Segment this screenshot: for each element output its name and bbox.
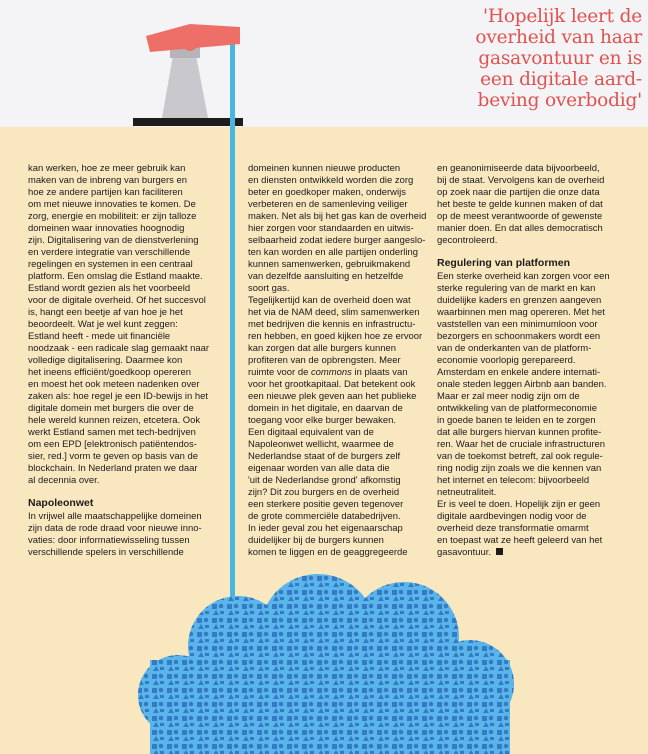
paragraph-text: Er is veel te doen. Hopelijk zijn er geen digitale aardbevingen nodig voor de overheid deze transformatie omarmt en toepast wat ze heeft geleerd van het gasavontuur. (437, 499, 603, 558)
paragraph-text: Tegelijkertijd kan de overheid doen wat het via de NAM deed, slim samenwerken met bedrijven die kennis en infrastructu- ren hebben, en goed kijken hoe ze ervoor kan zorgen dat alle burgers kunnen profiteren van de opbrengsten. Meer ruimte voor de (248, 295, 423, 378)
paragraph: Een sterke overheid kan zorgen voor een sterke regulering van de markt en kan duidelijke kaders en grenzen aangeven waarbinnen men mag opereren. Met het vaststellen van een minimumloon voor bezorgers en schoonmakers wordt een van de onderkanten van de platform- economie voorlopig gerepareerd. Amsterdam en enkele andere internati- onale steden leggen Airbnb aan banden. Maar er zal meer nodig zijn om de ontwikkeling van de platformeconomie in goede banen te leiden en te zorgen dat alle burgers hiervan kunnen profite- ren. Waar het de cruciale infrastructuren van de toekomst betreft, zal ook regule- ring nodig zijn zoals we die kennen van het internet en telecom: bijvoorbeeld netneutraliteit. (437, 271, 610, 498)
pull-quote: 'Hopelijk leert de overheid van haar gasavontuur en is een digitale aard- beving overbodig' (475, 6, 642, 111)
paragraph: In vrijwel alle maatschappelijke domeinen zijn data de rode draad voor nieuwe inno- vaties: door informatiewisseling tussen verschillende spelers in verschillende (28, 511, 202, 558)
paragraph: Een digitaal equivalent van de Napoleonwet wellicht, waarmee de Nederlandse staat of de burgers zelf eigenaar worden van alle data die 'uit de Nederlandse grond' afkomstig zijn? Dit zou burgers en de overheid een sterkere positie geven tegenover de grote commerciële databedrijven. In ieder geval zou het eigenaarschap duidelijker bij de burgers kunnen komen te liggen en de geaggregeerde (248, 427, 408, 558)
emphasis-commons: commons (310, 367, 352, 378)
paragraph: en geanonimiseerde data bijvoorbeeld, bij de staat. Vervolgens kan de overheid op zoek naar die partijen die onze data het beste te gelde kunnen maken of dat op de meest verantwoorde of gewenste manier doen. En dat alles democratisch gecontroleerd. (437, 163, 605, 246)
section-heading-napoleonwet: Napoleonwet (28, 497, 94, 509)
cloud-icon-grid (0, 560, 648, 754)
paragraph: kan werken, hoe ze meer gebruik kan maken van de inbreng van burgers en hoe ze andere partijen kan faciliteren om met nieuwe innovaties te komen. De zorg, energie en mobiliteit: er zijn talloze domeinen waar innovaties hoognodig zijn. Digitalisering van de dienstverlening en verdere integratie van verschillende regelingen en systemen in een centraal platform. Een omslag die Estland maakte. Estland wordt gezien als het voorbeeld voor de digitale overheid. Of het succesvol is, hangt een beetje af van hoe je het beoordeelt. Wat je wel kunt zeggen: Estland heeft - mede uit financiële noodzaak - een radicale slag gemaakt naar volledige digitalisering. Daarmee kon het ineens efficiënt/goedkoop opereren en moest het ook meteen nadenken over zaken als: hoe regel je een ID-bewijs in het digitale domein met burgers die over de hele wereld kunnen reizen, etcetera. Ook werkt Estland samen met tech-bedrijven om een EPD [elektronisch patiëntendos- sier, red.] vorm te geven op basis van de blockchain. In Nederland praten we daar al decennia over. (28, 163, 209, 486)
paragraph-text: in plaats van voor het grootkapitaal. Dat betekent ook een nieuwe plek geven aan het publieke domein in het digitale, en daarvan de toegang voor elke burger bewaken. (248, 367, 417, 426)
section-heading-regulering: Regulering van platformen (437, 257, 571, 269)
paragraph: domeinen kunnen nieuwe producten en diensten ontwikkeld worden die zorg beter en goedkoper maken, onderwijs verbeteren en de samenleving veiliger maken. Net als bij het gas kan de overheid hier zorgen voor standaarden en uitwis- selbaarheid zodat iedere burger aangeslo- ten kan worden en alle partijen onderling kunnen samenwerken, gebruikmakend van dezelfde aansluiting en hetzelfde soort gas. (248, 163, 427, 294)
